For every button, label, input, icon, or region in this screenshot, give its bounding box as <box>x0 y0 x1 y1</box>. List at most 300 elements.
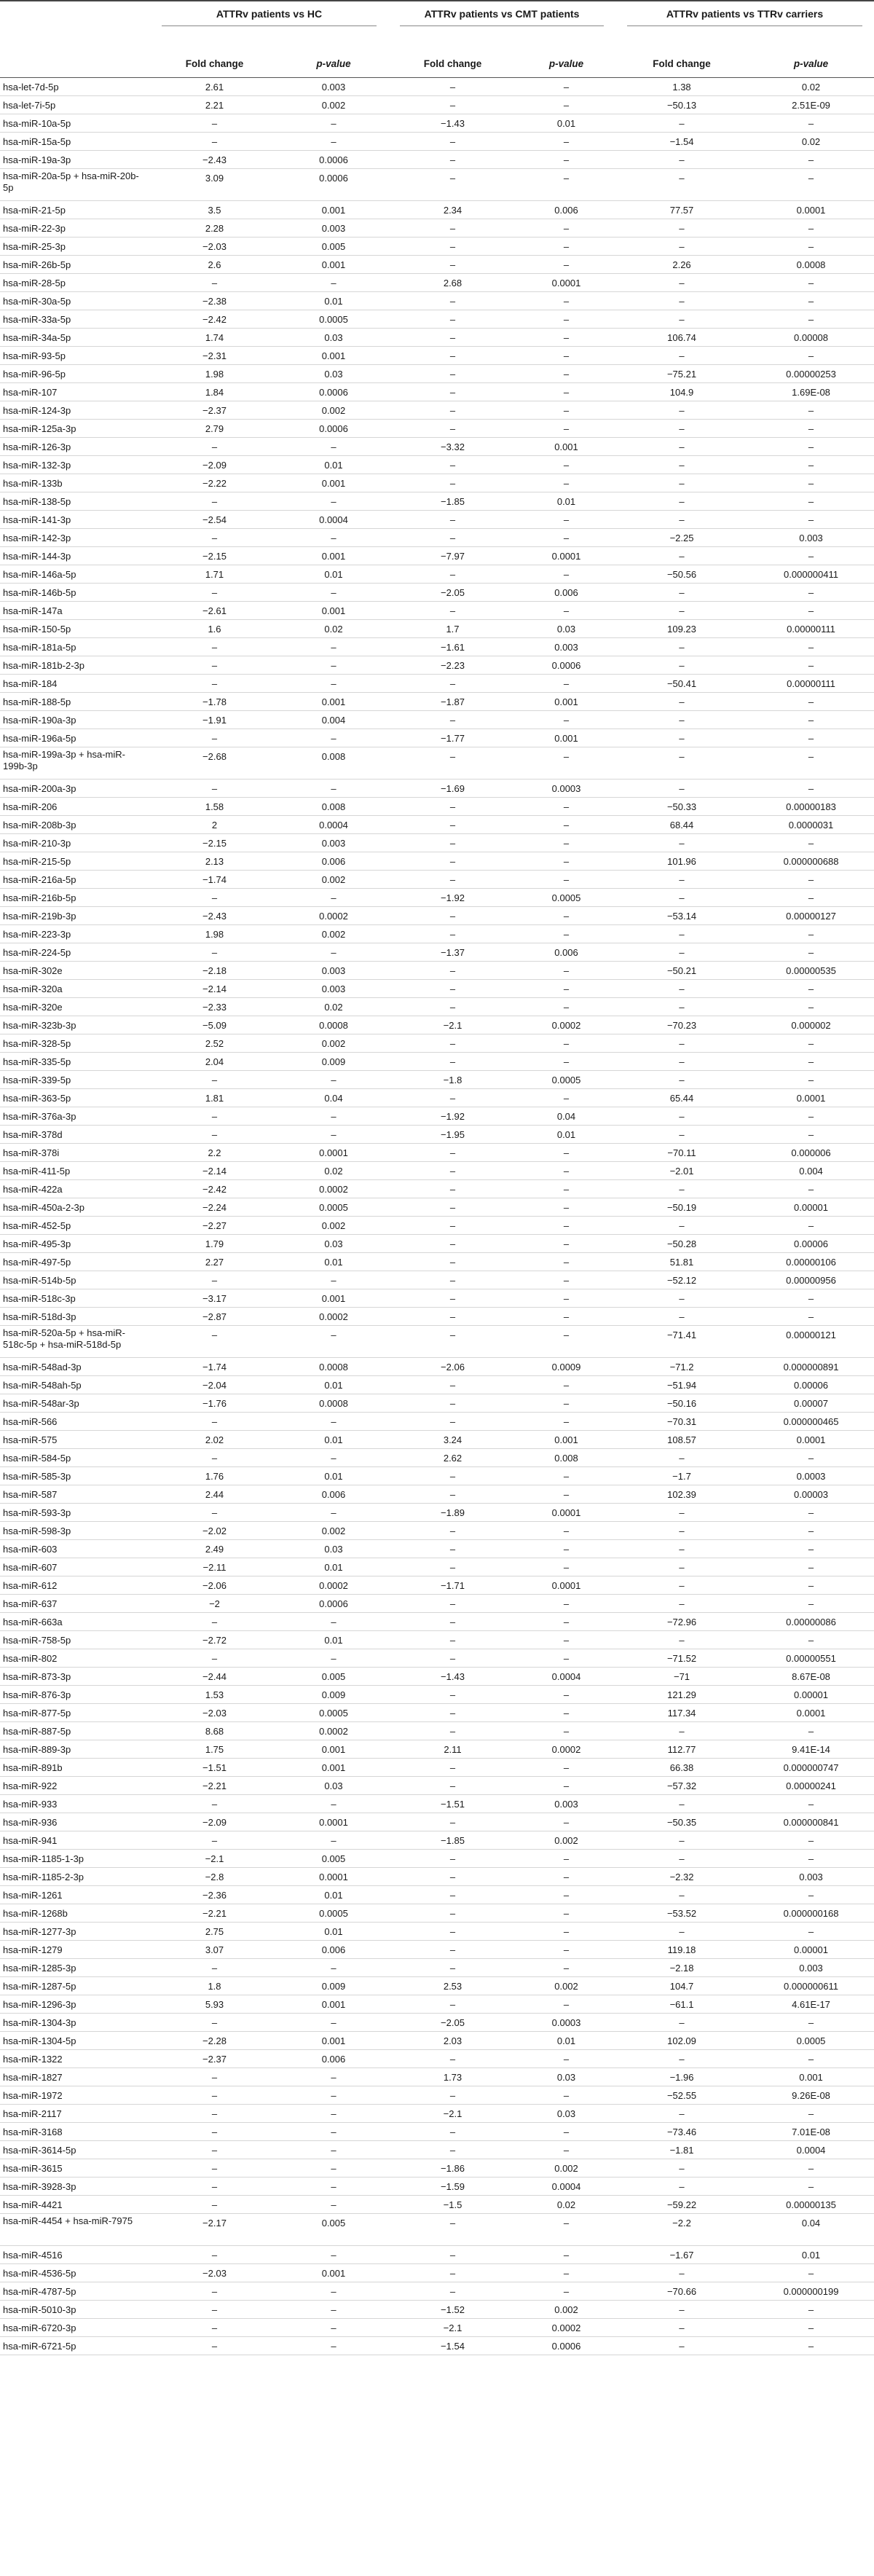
p-value-cmt-cell: 0.006 <box>517 201 615 219</box>
fold-change-cmt-cell: – <box>388 1759 517 1777</box>
table-row <box>0 2050 874 2068</box>
table-row <box>0 292 874 310</box>
p-value-ttrv-cell: – <box>748 1449 874 1467</box>
p-value-hc-cell: 0.001 <box>279 347 388 365</box>
p-value-hc-cell: – <box>279 2068 388 2086</box>
p-value-hc-cell: – <box>279 1326 388 1358</box>
fold-change-ttrv-cell: – <box>615 2159 748 2178</box>
p-value-hc-cell: 0.02 <box>279 1162 388 1180</box>
p-value-hc-cell: 0.01 <box>279 1631 388 1649</box>
fold-change-ttrv-cell: – <box>615 1795 748 1813</box>
fold-change-ttrv-cell: – <box>615 2178 748 2196</box>
p-value-hc-cell: 0.001 <box>279 2032 388 2050</box>
table-row <box>0 565 874 584</box>
p-value-cmt-cell: – <box>517 1886 615 1904</box>
fold-change-hc-cell: – <box>150 2105 279 2123</box>
mirna-name-cell: hsa-miR-190a-3p <box>0 711 150 729</box>
table-row <box>0 1759 874 1777</box>
table-row <box>0 547 874 565</box>
p-value-ttrv-cell: 0.00001 <box>748 1941 874 1959</box>
table-row <box>0 1289 874 1308</box>
table-row <box>0 1576 874 1595</box>
p-value-cmt-cell: – <box>517 78 615 96</box>
fold-change-ttrv-cell: – <box>615 1850 748 1868</box>
p-value-cmt-cell: 0.0002 <box>517 1016 615 1034</box>
fold-change-ttrv-cell: 101.96 <box>615 852 748 871</box>
p-value-cmt-cell: – <box>517 1271 615 1289</box>
fold-change-cmt-cell: −2.1 <box>388 1016 517 1034</box>
fold-change-cmt-cell: – <box>388 1941 517 1959</box>
p-value-hc-cell: 0.0002 <box>279 1180 388 1198</box>
mirna-name-cell: hsa-miR-199a-3p + hsa-miR-199b-3p <box>0 747 150 780</box>
mirna-name-cell: hsa-miR-133b <box>0 474 150 492</box>
p-value-hc-cell: – <box>279 2301 388 2319</box>
fold-change-hc-cell: – <box>150 584 279 602</box>
fold-change-hc-cell: −2.06 <box>150 1576 279 1595</box>
fold-change-hc-cell: 1.71 <box>150 565 279 584</box>
fold-change-ttrv-cell: 77.57 <box>615 201 748 219</box>
p-value-ttrv-cell: – <box>748 1180 874 1198</box>
fold-change-hc-cell: 1.98 <box>150 925 279 943</box>
p-value-cmt-cell: – <box>517 1485 615 1504</box>
fold-change-cmt-cell: – <box>388 1289 517 1308</box>
mirna-name-cell: hsa-miR-1277-3p <box>0 1923 150 1941</box>
mirna-name-cell: hsa-miR-1304-5p <box>0 2032 150 2050</box>
p-value-hc-cell: 0.001 <box>279 1289 388 1308</box>
fold-change-ttrv-cell: 106.74 <box>615 329 748 347</box>
fold-change-ttrv-cell: −53.52 <box>615 1904 748 1923</box>
fold-change-hc-cell: −2.43 <box>150 907 279 925</box>
mirna-name-cell: hsa-miR-4516 <box>0 2246 150 2264</box>
p-value-ttrv-cell: 0.003 <box>748 1868 874 1886</box>
table-row <box>0 438 874 456</box>
p-value-ttrv-cell: 0.01 <box>748 2246 874 2264</box>
fold-change-ttrv-cell: 1.38 <box>615 78 748 96</box>
fold-change-hc-cell: −2.33 <box>150 998 279 1016</box>
table-row <box>0 1358 874 1376</box>
p-value-ttrv-cell: – <box>748 602 874 620</box>
mirna-name-cell: hsa-miR-941 <box>0 1831 150 1850</box>
mirna-name-cell: hsa-miR-376a-3p <box>0 1107 150 1126</box>
p-value-hc-cell: 0.0006 <box>279 169 388 201</box>
p-value-ttrv-cell: 0.0005 <box>748 2032 874 2050</box>
fold-change-cmt-cell: – <box>388 347 517 365</box>
fold-change-hc-cell: −2.17 <box>150 2214 279 2246</box>
fold-change-cmt-cell: – <box>388 1704 517 1722</box>
table-row <box>0 656 874 675</box>
fold-change-hc-cell: −2.68 <box>150 747 279 780</box>
p-value-hc-cell: – <box>279 2159 388 2178</box>
p-value-hc-cell: 0.0004 <box>279 816 388 834</box>
fold-change-hc-cell: −2.36 <box>150 1886 279 1904</box>
p-value-ttrv-cell: – <box>748 2105 874 2123</box>
fold-change-ttrv-cell: – <box>615 834 748 852</box>
fold-change-hc-cell: −2.31 <box>150 347 279 365</box>
mirna-name-cell: hsa-miR-876-3p <box>0 1686 150 1704</box>
p-value-cmt-cell: – <box>517 747 615 780</box>
fold-change-ttrv-cell: – <box>615 1923 748 1941</box>
p-value-ttrv-cell: 0.0003 <box>748 1467 874 1485</box>
p-value-cmt-cell: – <box>517 2086 615 2105</box>
mirna-name-cell: hsa-miR-6720-3p <box>0 2319 150 2337</box>
mirna-name-cell: hsa-miR-1304-3p <box>0 2014 150 2032</box>
fold-change-cmt-cell: – <box>388 962 517 980</box>
table-row <box>0 2196 874 2214</box>
p-value-hc-cell: 0.01 <box>279 1253 388 1271</box>
p-value-ttrv-cell: – <box>748 1289 874 1308</box>
table-row <box>0 1376 874 1394</box>
fold-change-hc-cell: −2.22 <box>150 474 279 492</box>
fold-change-cmt-cell: – <box>388 529 517 547</box>
fold-change-ttrv-cell: −1.54 <box>615 133 748 151</box>
fold-change-cmt-cell: −2.06 <box>388 1358 517 1376</box>
fold-change-hc-cell: −2.1 <box>150 1850 279 1868</box>
p-value-ttrv-cell: – <box>748 1923 874 1941</box>
p-value-ttrv-cell: 0.000000611 <box>748 1977 874 1995</box>
fold-change-ttrv-cell: −59.22 <box>615 2196 748 2214</box>
fold-change-hc-cell: – <box>150 2282 279 2301</box>
p-value-cmt-cell: – <box>517 1034 615 1053</box>
table-row <box>0 1016 874 1034</box>
p-value-hc-cell: 0.008 <box>279 747 388 780</box>
p-value-cmt-cell: – <box>517 2246 615 2264</box>
table-row <box>0 133 874 151</box>
p-value-hc-cell: – <box>279 492 388 511</box>
p-value-cmt-cell: – <box>517 292 615 310</box>
p-value-cmt-cell: – <box>517 816 615 834</box>
p-value-hc-cell: 0.005 <box>279 237 388 256</box>
p-value-ttrv-cell: 0.00000121 <box>748 1326 874 1358</box>
p-value-cmt-cell: 0.0001 <box>517 547 615 565</box>
fold-change-hc-cell: −2.27 <box>150 1217 279 1235</box>
fold-change-cmt-cell: – <box>388 1558 517 1576</box>
mirna-name-cell: hsa-miR-450a-2-3p <box>0 1198 150 1217</box>
table-row <box>0 2282 874 2301</box>
fold-change-ttrv-cell: −2.2 <box>615 2214 748 2246</box>
p-value-cmt-cell: 0.01 <box>517 492 615 511</box>
p-value-ttrv-cell: 0.001 <box>748 2068 874 2086</box>
mirna-name-cell: hsa-miR-224-5p <box>0 943 150 962</box>
fold-change-ttrv-cell: −50.35 <box>615 1813 748 1831</box>
p-value-hc-cell: – <box>279 2178 388 2196</box>
p-value-ttrv-cell: – <box>748 1576 874 1595</box>
mirna-name-cell: hsa-miR-1285-3p <box>0 1959 150 1977</box>
fold-change-hc-cell: −1.51 <box>150 1759 279 1777</box>
fold-change-hc-cell: 3.5 <box>150 201 279 219</box>
p-value-hc-cell: 0.009 <box>279 1686 388 1704</box>
fold-change-hc-cell: −2.14 <box>150 980 279 998</box>
table-row <box>0 871 874 889</box>
p-value-cmt-cell: – <box>517 1540 615 1558</box>
table-row <box>0 1467 874 1485</box>
p-value-ttrv-cell: – <box>748 1631 874 1649</box>
fold-change-cmt-cell: – <box>388 1413 517 1431</box>
fold-change-cmt-cell: −2.23 <box>388 656 517 675</box>
table-row <box>0 2105 874 2123</box>
mirna-name-cell: hsa-miR-378d <box>0 1126 150 1144</box>
p-value-cmt-cell: – <box>517 169 615 201</box>
table-row <box>0 729 874 747</box>
p-value-cmt-cell: – <box>517 456 615 474</box>
fold-change-hc-cell: −2.28 <box>150 2032 279 2050</box>
p-value-hc-cell: – <box>279 1107 388 1126</box>
table-row <box>0 1126 874 1144</box>
p-value-hc-cell: 0.001 <box>279 256 388 274</box>
p-value-ttrv-cell: 0.0004 <box>748 2141 874 2159</box>
fold-change-cmt-cell: – <box>388 1850 517 1868</box>
col-fold-change-cmt: Fold change <box>388 50 517 78</box>
table-row <box>0 383 874 401</box>
fold-change-cmt-cell: – <box>388 420 517 438</box>
p-value-hc-cell: 0.006 <box>279 1941 388 1959</box>
p-value-cmt-cell: – <box>517 1089 615 1107</box>
p-value-cmt-cell: – <box>517 1558 615 1576</box>
fold-change-hc-cell: – <box>150 1326 279 1358</box>
p-value-cmt-cell: – <box>517 511 615 529</box>
mirna-name-cell: hsa-miR-10a-5p <box>0 114 150 133</box>
fold-change-cmt-cell: – <box>388 133 517 151</box>
p-value-cmt-cell: – <box>517 383 615 401</box>
fold-change-hc-cell: 2.75 <box>150 1923 279 1941</box>
p-value-cmt-cell: 0.0005 <box>517 889 615 907</box>
p-value-hc-cell: 0.01 <box>279 565 388 584</box>
fold-change-cmt-cell: – <box>388 1394 517 1413</box>
p-value-cmt-cell: – <box>517 1777 615 1795</box>
fold-change-hc-cell: 2.52 <box>150 1034 279 1053</box>
mirna-name-cell: hsa-miR-1322 <box>0 2050 150 2068</box>
table-row <box>0 274 874 292</box>
fold-change-cmt-cell: – <box>388 998 517 1016</box>
fold-change-ttrv-cell: −2.32 <box>615 1868 748 1886</box>
table-row <box>0 1558 874 1576</box>
p-value-hc-cell: – <box>279 1413 388 1431</box>
p-value-ttrv-cell: – <box>748 456 874 474</box>
mirna-name-cell: hsa-miR-548ar-3p <box>0 1394 150 1413</box>
fold-change-hc-cell: −2.8 <box>150 1868 279 1886</box>
p-value-cmt-cell: 0.002 <box>517 1977 615 1995</box>
p-value-hc-cell: 0.006 <box>279 1485 388 1504</box>
fold-change-ttrv-cell: – <box>615 1576 748 1595</box>
fold-change-ttrv-cell: – <box>615 1504 748 1522</box>
table-row <box>0 1977 874 1995</box>
mirna-name-cell: hsa-miR-495-3p <box>0 1235 150 1253</box>
p-value-ttrv-cell: – <box>748 2301 874 2319</box>
fold-change-ttrv-cell: 68.44 <box>615 816 748 834</box>
p-value-hc-cell: – <box>279 729 388 747</box>
fold-change-ttrv-cell: – <box>615 347 748 365</box>
fold-change-ttrv-cell: – <box>615 2337 748 2355</box>
table-row <box>0 1217 874 1235</box>
mirna-name-cell: hsa-miR-518d-3p <box>0 1308 150 1326</box>
fold-change-hc-cell: −2.21 <box>150 1904 279 1923</box>
p-value-ttrv-cell: – <box>748 2178 874 2196</box>
fold-change-hc-cell: 1.84 <box>150 383 279 401</box>
p-value-ttrv-cell: 0.00001 <box>748 1198 874 1217</box>
mirna-name-cell: hsa-miR-378i <box>0 1144 150 1162</box>
table-row <box>0 1959 874 1977</box>
fold-change-hc-cell: −5.09 <box>150 1016 279 1034</box>
group-header-hc <box>150 1 388 50</box>
mirna-name-cell: hsa-miR-181a-5p <box>0 638 150 656</box>
p-value-cmt-cell: 0.0003 <box>517 2014 615 2032</box>
p-value-ttrv-cell: – <box>748 347 874 365</box>
mirna-name-cell: hsa-miR-144-3p <box>0 547 150 565</box>
p-value-cmt-cell: – <box>517 798 615 816</box>
subheader-blank <box>0 50 150 78</box>
fold-change-hc-cell: −2.14 <box>150 1162 279 1180</box>
p-value-cmt-cell: – <box>517 675 615 693</box>
fold-change-hc-cell: 2.04 <box>150 1053 279 1071</box>
fold-change-cmt-cell: −1.43 <box>388 114 517 133</box>
table-body <box>0 78 874 2355</box>
p-value-hc-cell: – <box>279 584 388 602</box>
p-value-ttrv-cell: 0.00001 <box>748 1686 874 1704</box>
p-value-ttrv-cell: – <box>748 274 874 292</box>
fold-change-ttrv-cell: 102.39 <box>615 1485 748 1504</box>
p-value-hc-cell: – <box>279 780 388 798</box>
fold-change-hc-cell: – <box>150 114 279 133</box>
mirna-name-cell: hsa-miR-363-5p <box>0 1089 150 1107</box>
fold-change-hc-cell: −2.42 <box>150 310 279 329</box>
mirna-name-cell: hsa-miR-452-5p <box>0 1217 150 1235</box>
table-row <box>0 1850 874 1868</box>
p-value-ttrv-cell: – <box>748 656 874 675</box>
fold-change-ttrv-cell: – <box>615 420 748 438</box>
table-row <box>0 420 874 438</box>
table-row <box>0 1504 874 1522</box>
p-value-hc-cell: 0.004 <box>279 711 388 729</box>
mirna-name-cell: hsa-miR-146b-5p <box>0 584 150 602</box>
p-value-hc-cell: 0.0008 <box>279 1358 388 1376</box>
p-value-hc-cell: – <box>279 2123 388 2141</box>
table-row <box>0 1631 874 1649</box>
mirna-name-cell: hsa-miR-4787-5p <box>0 2282 150 2301</box>
p-value-ttrv-cell: 0.00003 <box>748 1485 874 1504</box>
mirna-name-cell: hsa-let-7d-5p <box>0 78 150 96</box>
p-value-ttrv-cell: 0.00000956 <box>748 1271 874 1289</box>
mirna-name-cell: hsa-miR-607 <box>0 1558 150 1576</box>
p-value-cmt-cell: 0.0003 <box>517 780 615 798</box>
mirna-name-cell: hsa-miR-936 <box>0 1813 150 1831</box>
p-value-ttrv-cell: – <box>748 980 874 998</box>
table-row <box>0 1740 874 1759</box>
p-value-hc-cell: – <box>279 2014 388 2032</box>
fold-change-cmt-cell: – <box>388 256 517 274</box>
fold-change-hc-cell: – <box>150 1649 279 1668</box>
table-row <box>0 962 874 980</box>
fold-change-ttrv-cell: −72.96 <box>615 1613 748 1631</box>
fold-change-ttrv-cell: – <box>615 169 748 201</box>
fold-change-ttrv-cell: – <box>615 492 748 511</box>
p-value-ttrv-cell: 0.000000465 <box>748 1413 874 1431</box>
fold-change-ttrv-cell: – <box>615 237 748 256</box>
fold-change-hc-cell: – <box>150 675 279 693</box>
p-value-hc-cell: 0.003 <box>279 78 388 96</box>
p-value-cmt-cell: – <box>517 1413 615 1431</box>
fold-change-hc-cell: −2.38 <box>150 292 279 310</box>
fold-change-hc-cell: −1.78 <box>150 693 279 711</box>
p-value-hc-cell: 0.001 <box>279 2264 388 2282</box>
p-value-hc-cell: 0.0002 <box>279 1722 388 1740</box>
fold-change-hc-cell: 1.53 <box>150 1686 279 1704</box>
mirna-name-cell: hsa-miR-411-5p <box>0 1162 150 1180</box>
mirna-name-cell: hsa-miR-1296-3p <box>0 1995 150 2014</box>
mirna-name-cell: hsa-miR-219b-3p <box>0 907 150 925</box>
p-value-hc-cell: 0.01 <box>279 1558 388 1576</box>
table-row <box>0 1649 874 1668</box>
p-value-hc-cell: 0.0005 <box>279 310 388 329</box>
p-value-cmt-cell: – <box>517 1467 615 1485</box>
fold-change-ttrv-cell: – <box>615 1308 748 1326</box>
p-value-hc-cell: 0.02 <box>279 998 388 1016</box>
fold-change-cmt-cell: – <box>388 2282 517 2301</box>
mirna-name-cell: hsa-miR-1268b <box>0 1904 150 1923</box>
table-row <box>0 834 874 852</box>
mirna-name-cell: hsa-miR-422a <box>0 1180 150 1198</box>
fold-change-ttrv-cell: – <box>615 747 748 780</box>
p-value-hc-cell: – <box>279 1449 388 1467</box>
p-value-cmt-cell: 0.0002 <box>517 1740 615 1759</box>
p-value-hc-cell: – <box>279 889 388 907</box>
fold-change-hc-cell: – <box>150 638 279 656</box>
p-value-ttrv-cell: 1.69E-08 <box>748 383 874 401</box>
mirna-name-cell: hsa-miR-4454 + hsa-miR-7975 <box>0 2214 150 2246</box>
fold-change-ttrv-cell: – <box>615 1053 748 1071</box>
fold-change-ttrv-cell: – <box>615 2050 748 2068</box>
fold-change-cmt-cell: 1.7 <box>388 620 517 638</box>
fold-change-hc-cell: −2.15 <box>150 834 279 852</box>
p-value-cmt-cell: 0.0006 <box>517 2337 615 2355</box>
p-value-ttrv-cell: 0.00006 <box>748 1376 874 1394</box>
group-header-cmt <box>388 1 615 50</box>
table-row <box>0 1668 874 1686</box>
p-value-ttrv-cell: 0.02 <box>748 133 874 151</box>
fold-change-cmt-cell: – <box>388 401 517 420</box>
p-value-hc-cell: – <box>279 1613 388 1631</box>
p-value-hc-cell: 0.0005 <box>279 1704 388 1722</box>
fold-change-hc-cell: – <box>150 1271 279 1289</box>
mirna-name-cell: hsa-miR-887-5p <box>0 1722 150 1740</box>
col-fold-change-ttrv: Fold change <box>615 50 748 78</box>
table-row <box>0 1413 874 1431</box>
fold-change-cmt-cell: −1.77 <box>388 729 517 747</box>
fold-change-hc-cell: −2.44 <box>150 1668 279 1686</box>
mirna-name-cell: hsa-miR-339-5p <box>0 1071 150 1089</box>
fold-change-cmt-cell: – <box>388 456 517 474</box>
fold-change-cmt-cell: – <box>388 474 517 492</box>
fold-change-cmt-cell: −2.05 <box>388 2014 517 2032</box>
p-value-cmt-cell: 0.002 <box>517 2159 615 2178</box>
p-value-cmt-cell: 0.0009 <box>517 1358 615 1376</box>
p-value-hc-cell: 0.01 <box>279 1923 388 1941</box>
mirna-name-cell: hsa-miR-3168 <box>0 2123 150 2141</box>
fold-change-hc-cell: – <box>150 1795 279 1813</box>
table-row <box>0 310 874 329</box>
p-value-cmt-cell: – <box>517 219 615 237</box>
fold-change-cmt-cell: – <box>388 2214 517 2246</box>
fold-change-cmt-cell: – <box>388 1089 517 1107</box>
fold-change-ttrv-cell: – <box>615 2264 748 2282</box>
mirna-name-cell: hsa-miR-663a <box>0 1613 150 1631</box>
mirna-name-cell: hsa-miR-922 <box>0 1777 150 1795</box>
p-value-ttrv-cell: – <box>748 998 874 1016</box>
table-row <box>0 852 874 871</box>
p-value-cmt-cell: 0.02 <box>517 2196 615 2214</box>
p-value-ttrv-cell: 0.00000135 <box>748 2196 874 2214</box>
p-value-cmt-cell: – <box>517 474 615 492</box>
p-value-ttrv-cell: – <box>748 1308 874 1326</box>
fold-change-cmt-cell: – <box>388 2123 517 2141</box>
